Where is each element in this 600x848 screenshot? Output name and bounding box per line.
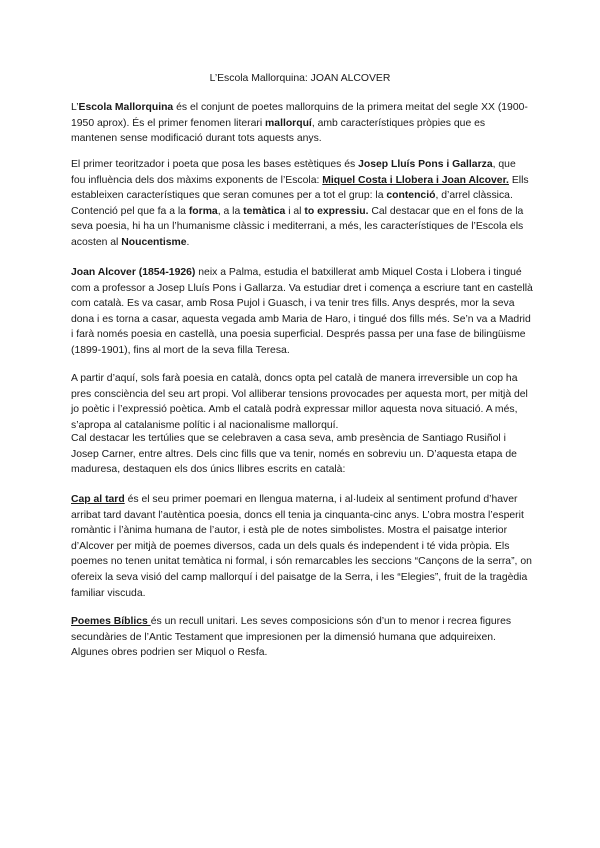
paragraph-theorist [71, 157, 533, 251]
underline: Cap al tard [71, 494, 125, 505]
bold-term: forma [188, 205, 218, 217]
paragraph-poemes-biblics [71, 614, 533, 661]
text-run: , amb característiques pròpies que es mantenen sense modificació durant tots aquests anys. [71, 117, 486, 145]
paragraph-tertulies: Cal destacar les tertúlies que se celebraven a casa seva, amb presència de Santiago Rusiñol i Josep Carner, entre altres. Dels cinc fills que va tenir, només en sobreviu un. D’aquesta etapa de maduresa, destaquen els dos únics llibres escrits en català: [71, 433, 517, 476]
bold-term: Escola Mallorquina [78, 102, 174, 113]
bold-term: to expressiu. [304, 205, 369, 217]
text-run: , que fou influència dels dos màxims exponents de l’Escola: [71, 159, 516, 186]
paragraph-intro [71, 100, 533, 147]
bold-term: Joan Alcover (1854-1926) [71, 267, 196, 278]
document-title: L’Escola Mallorquina: JOAN ALCOVER [209, 73, 391, 84]
paragraph-biography [71, 265, 533, 359]
bold-term: Noucentisme [121, 236, 187, 248]
underlined-bold-term [322, 175, 509, 186]
underline: Miquel Costa i Llobera i Joan Alcover. [322, 174, 509, 186]
underline: Poemes Bíblics [71, 616, 151, 627]
bold-term: temàtica [243, 205, 286, 217]
text-run: L’ [71, 102, 79, 113]
text-run: és el conjunt de poetes mallorquins de la primera meitat del segle XX (1900-1950 aprox). És el primer fenomen literari [71, 102, 528, 129]
text-run: és un recull unitari. Les seves composicions són d’un to menor i recrea figures secundàries de l’Antic Testament que impresionen per la dimensió humana que adquireixen. Algunes obres podrien ser Miquol o Resfa. [71, 616, 512, 659]
text-run: , d’arrel clàssica. Contenció pel que fa a la [71, 190, 513, 217]
bold-term: mallorquí [265, 117, 312, 129]
paragraph-catalan-poetry: A partir d’aquí, sols farà poesia en català, doncs opta pel català de manera irreversible un cop ha pres consciència del seu art propi. Vol alliberar tensions provocades per aquesta mort, per mitjà del jo poètic i l’expressió poètica. Amb el català podrà expressar millor aquesta nova situació. A més, s’apropa al catalanisme polític i al nacionalisme mallorquí. [71, 373, 528, 431]
text-run: neix a Palma, estudia el batxillerat amb Miquel Costa i Llobera i tingué com a professor a Josep Lluís Pons i Gallarza. Va estudiar dret i comença a escriure tant en castellà com català. Es va casar, amb Rosa Pujol i Guasch, i va tenir tres fills. Anys després, mor la seva dona i es torna a casar, aquesta vegada amb Maria de Haro, i tingué dos fills més. Se’n va a Madrid i farà només poesia en castellà, una poesia superficial. Després passa per una fase de bilingüisme (1899-1901), fins al mort de la seva filla Teresa. [71, 267, 533, 356]
text-run: Ells estableixen característiques que seran comunes per a tot el grup: la [71, 174, 529, 202]
bold-term: contenció [386, 190, 436, 202]
text-run: , a la [217, 205, 244, 217]
text-run: Cal destacar que en el fons de la seva poesia, hi ha un l’humanisme clàssic i mediterrani, a més, les característiques de l’Escola els acosten al [71, 205, 524, 248]
bold-term: Josep Lluís Pons i Gallarza [358, 159, 493, 170]
text-run: i al [285, 205, 305, 217]
underlined-bold-term [71, 616, 151, 627]
paragraph-cap-al-tard [71, 492, 533, 601]
text-run: El primer teoritzador i poeta que posa les bases estètiques és [71, 159, 359, 170]
text-run: és el seu primer poemari en llengua materna, i al·ludeix al sentiment profund d’haver arribat tard davant l’autèntica poesia, doncs ell tenia ja cinquanta-cinc anys. L’obra mostra l’esperit romàntic i l’ànima humana de l’autor, i està ple de notes simbolistes. Mostra el paisatge interior d’Alcover per mitjà de poemes diversos, cada un dels quals és independent i té vida pròpia. Els poemes no tenen unitat temàtica ni formal, i són remarcables les seccions “Cançons de la serra”, on ofereix la seva visió del camp mallorquí i del paisatge de la Serra, i les “Elegies”, fruit de la tragèdia familiar viscuda. [71, 494, 532, 599]
text-run: . [186, 236, 190, 248]
underlined-bold-term [71, 494, 125, 505]
